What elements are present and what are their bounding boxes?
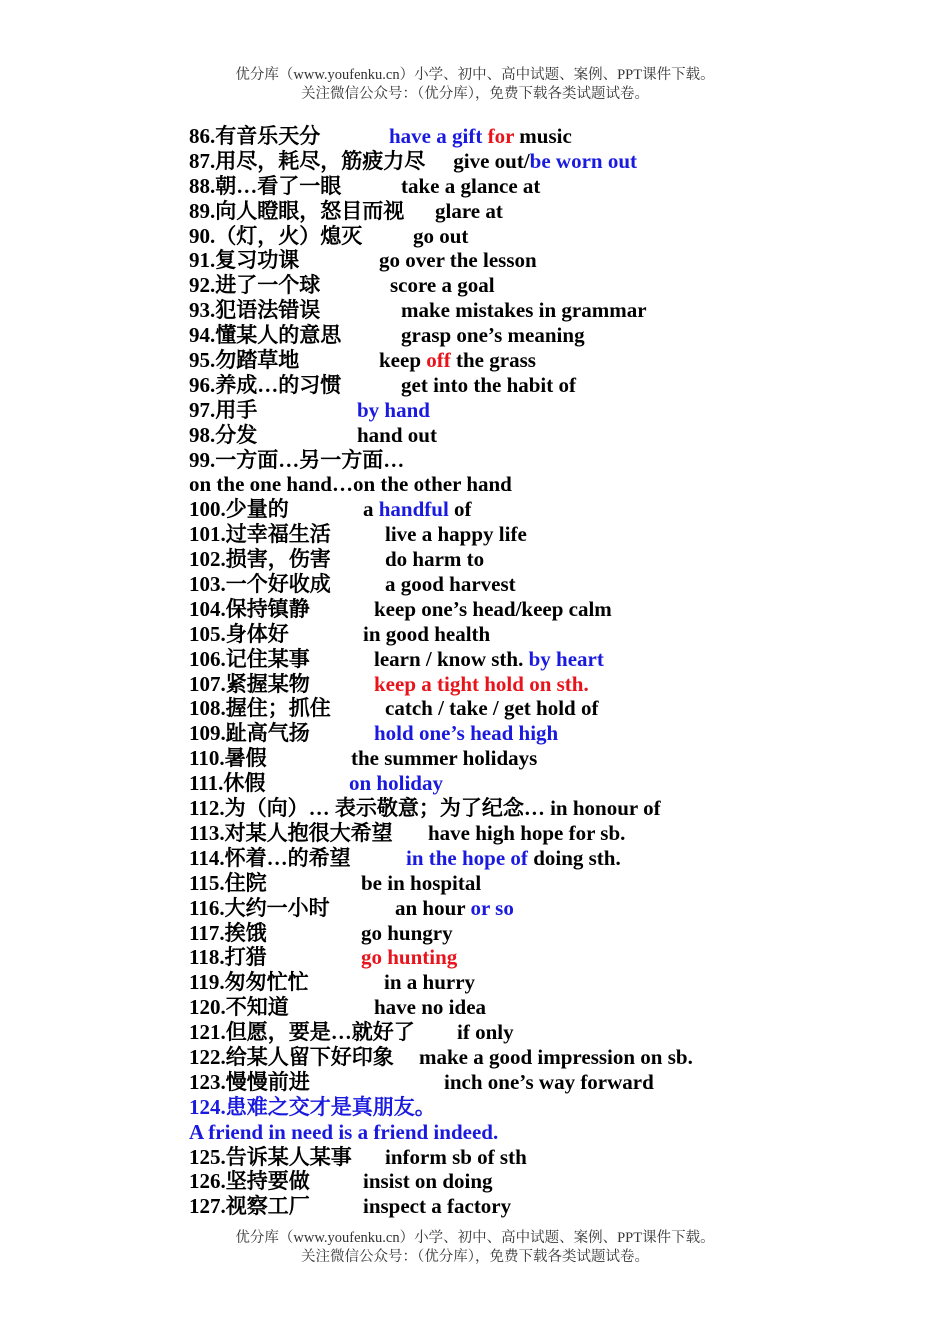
phrase-english	[448, 149, 637, 174]
phrase-chinese: 121.但愿，要是…就好了	[189, 1020, 415, 1045]
phrase-line	[189, 622, 929, 647]
phrase-english-segment: hold one’s head high	[374, 721, 559, 746]
phrase-english	[384, 970, 475, 995]
phrase-chinese: 86.有音乐天分	[189, 124, 321, 148]
phrase-line	[189, 995, 929, 1020]
phrase-chinese: 87.用尽，耗尽，筋疲力尽	[189, 148, 426, 173]
phrase-chinese: 104.保持镇静	[189, 596, 310, 621]
phrase-line	[189, 771, 929, 796]
phrase-english-segment: catch / take / get hold of	[385, 696, 599, 721]
phrase-line	[189, 1095, 929, 1120]
footer-line-1: 优分库（www.youfenku.cn）小学、初中、高中试题、案例、PPT课件下载。	[235, 1230, 715, 1246]
phrase-english-segment: by hand	[357, 397, 430, 422]
phrase-line	[189, 1120, 929, 1145]
phrase-english	[395, 896, 514, 921]
phrase-chinese: 91.复习功课	[189, 248, 300, 273]
phrase-english-segment: a good harvest	[385, 572, 516, 597]
phrase-english	[363, 497, 472, 522]
phrase-chinese: 107.紧握某物	[189, 671, 310, 696]
phrase-chinese: 123.慢慢前进	[189, 1069, 310, 1094]
phrase-chinese: 125.告诉某人某事	[189, 1144, 352, 1169]
phrase-line	[189, 149, 929, 174]
phrase-english-segment: inch one’s way forward	[444, 1069, 654, 1094]
phrase-chinese: 127.视察工厂	[189, 1194, 310, 1219]
phrase-english	[374, 597, 612, 622]
phrase-line	[189, 871, 929, 896]
phrase-chinese: 122.给某人留下好印象	[189, 1044, 394, 1069]
phrase-english	[401, 323, 585, 348]
phrase-chinese: 115.住院	[189, 870, 267, 895]
phrase-english-segment: make mistakes in grammar	[401, 298, 647, 323]
phrase-english-segment: handful	[378, 497, 449, 522]
phrase-english-segment: be in hospital	[361, 870, 482, 895]
phrase-chinese: 103.一个好收成	[189, 572, 331, 597]
phrase-english-segment: the summer holidays	[351, 746, 538, 771]
phrase-english-segment: the grass	[450, 348, 536, 373]
phrase-english	[361, 921, 453, 946]
phrase-line	[189, 373, 929, 398]
phrase-chinese: 108.握住；抓住	[189, 696, 331, 721]
phrase-english-segment: keep	[379, 348, 427, 373]
footer-line-2: 关注微信公众号：（优分库），免费下载各类试题试卷。	[301, 1249, 649, 1265]
phrase-line	[189, 1194, 929, 1219]
phrase-line	[189, 896, 929, 921]
phrase-english-segment: insist on doing	[363, 1169, 493, 1194]
phrase-english	[428, 821, 625, 846]
phrase-english-segment: keep one’s head/keep calm	[374, 596, 612, 621]
phrase-line	[189, 1045, 929, 1070]
phrase-line	[189, 746, 929, 771]
phrase-english	[379, 348, 536, 373]
phrase-english-segment: go hunting	[361, 945, 458, 970]
phrase-chinese: 119.匆匆忙忙	[189, 970, 309, 995]
phrase-line	[189, 199, 929, 224]
phrase-english-segment: grasp one’s meaning	[401, 323, 585, 348]
phrase-chinese: 117.挨饿	[189, 920, 267, 945]
phrase-line	[189, 970, 929, 995]
phrase-line	[189, 298, 929, 323]
phrase-line	[189, 522, 929, 547]
phrase-english-segment: if only	[457, 1020, 514, 1045]
phrase-english	[379, 248, 537, 273]
page-footer	[0, 1229, 950, 1267]
phrase-line	[189, 273, 929, 298]
phrase-line	[189, 248, 929, 273]
phrase-english	[385, 696, 598, 721]
header-line-2: 关注微信公众号：（优分库），免费下载各类试题试卷。	[301, 86, 649, 102]
phrase-english-segment: have a gift	[389, 124, 488, 148]
phrase-line	[189, 921, 929, 946]
phrase-line	[189, 846, 929, 871]
phrase-english-segment: doing sth.	[527, 845, 621, 870]
phrase-english	[363, 622, 490, 647]
phrase-english	[389, 124, 572, 149]
phrase-line	[189, 547, 929, 572]
page-header	[0, 66, 950, 104]
phrase-chinese: 102.损害，伤害	[189, 547, 331, 572]
phrase-line	[189, 472, 929, 497]
phrase-line	[189, 1070, 929, 1095]
phrase-line	[189, 423, 929, 448]
phrase-chinese: 120.不知道	[189, 995, 289, 1020]
phrase-line	[189, 348, 929, 373]
phrase-chinese: 93.犯语法错误	[189, 298, 321, 323]
phrase-english	[349, 771, 443, 796]
phrase-english-segment: or so	[470, 895, 514, 920]
phrase-english	[361, 945, 457, 970]
phrase-english	[351, 746, 537, 771]
phrase-english-segment: on holiday	[349, 771, 443, 796]
phrase-english-segment: in good health	[363, 621, 491, 646]
phrase-english-segment: do harm to	[385, 547, 485, 572]
phrase-line	[189, 174, 929, 199]
phrase-english-segment: be worn out	[529, 148, 638, 173]
phrase-chinese: 101.过幸福生活	[189, 522, 331, 547]
phrase-english	[401, 373, 576, 398]
phrase-line	[189, 696, 929, 721]
phrase-english-segment: an hour	[395, 895, 471, 920]
phrase-english-segment: have no idea	[374, 995, 487, 1020]
phrase-english-segment: take a glance at	[401, 173, 541, 198]
phrase-english	[363, 1169, 493, 1194]
phrase-chinese: 105.身体好	[189, 621, 289, 646]
phrase-chinese: 94.懂某人的意思	[189, 323, 342, 348]
phrase-english	[406, 846, 621, 871]
phrase-english-segment: make a good impression on sb.	[419, 1044, 693, 1069]
phrase-english-segment: learn / know sth.	[374, 646, 529, 671]
phrase-chinese: 96.养成…的习惯	[189, 372, 342, 397]
phrase-line	[189, 323, 929, 348]
phrase-english	[444, 1070, 654, 1095]
phrase-english-segment: get into the habit of	[401, 372, 576, 397]
phrase-english	[374, 721, 558, 746]
phrase-english	[357, 398, 430, 423]
phrase-english-segment: go out	[413, 223, 469, 248]
phrase-english	[374, 672, 589, 697]
phrase-english	[357, 423, 437, 448]
phrase-line	[189, 224, 929, 249]
phrase-chinese: 90.（灯，火）熄灭	[189, 223, 363, 248]
phrase-chinese: A friend in need is a friend indeed.	[189, 1119, 499, 1144]
phrase-chinese: 106.记住某事	[189, 646, 310, 671]
phrase-english-segment: a	[363, 497, 379, 522]
phrase-chinese: 99.一方面…另一方面…	[189, 447, 405, 472]
phrase-english-segment: give out/	[448, 148, 530, 173]
header-line-1: 优分库（www.youfenku.cn）小学、初中、高中试题、案例、PPT课件下载。	[235, 67, 715, 83]
phrase-line	[189, 647, 929, 672]
phrase-english-segment: of	[448, 497, 472, 522]
phrase-chinese: 89.向人瞪眼，怒目而视	[189, 198, 405, 223]
phrase-line	[189, 1169, 929, 1194]
phrase-chinese: 88.朝…看了一眼	[189, 173, 342, 198]
phrase-chinese: 113.对某人抱很大希望	[189, 820, 393, 845]
phrase-english-segment: keep a tight hold on sth.	[374, 671, 589, 696]
phrase-line	[189, 497, 929, 522]
phrase-english-segment: in the hope of	[406, 845, 528, 870]
phrase-english	[374, 995, 486, 1020]
phrase-english	[401, 174, 540, 199]
phrase-chinese: 110.暑假	[189, 746, 267, 771]
phrase-english	[385, 522, 527, 547]
phrase-chinese: 98.分发	[189, 422, 258, 447]
phrase-line	[189, 572, 929, 597]
phrase-line	[189, 945, 929, 970]
phrase-english-segment: in a hurry	[384, 970, 476, 995]
phrase-line	[189, 124, 929, 149]
phrase-chinese: on the one hand…on the other hand	[189, 472, 512, 497]
phrase-english-segment: glare at	[435, 198, 503, 223]
phrase-chinese: 116.大约一小时	[189, 895, 330, 920]
phrase-chinese: 126.坚持要做	[189, 1169, 310, 1194]
phrase-english	[419, 1045, 693, 1070]
phrase-english	[457, 1020, 514, 1045]
phrase-english-segment: off	[426, 348, 451, 373]
phrase-english	[385, 547, 484, 572]
phrase-chinese: 112.为（向）… 表示敬意；为了纪念… in honour of	[189, 796, 661, 821]
phrase-english	[374, 647, 604, 672]
phrase-english-segment: by heart	[528, 646, 604, 671]
phrase-english	[413, 224, 468, 249]
phrase-line	[189, 1020, 929, 1045]
phrase-chinese: 92.进了一个球	[189, 273, 321, 298]
phrase-english-segment: go hungry	[361, 920, 453, 945]
phrase-chinese: 100.少量的	[189, 497, 289, 522]
phrase-english-segment: inspect a factory	[363, 1194, 512, 1219]
phrase-english-segment: music	[514, 124, 572, 148]
phrase-line	[189, 448, 929, 473]
phrase-chinese: 111.休假	[189, 771, 266, 796]
phrase-english-segment: inform sb of sth	[385, 1144, 527, 1169]
phrase-chinese: 109.趾高气扬	[189, 721, 310, 746]
phrase-line	[189, 821, 929, 846]
phrase-english	[385, 1145, 527, 1170]
phrase-english	[361, 871, 481, 896]
phrase-english-segment: for	[487, 124, 515, 148]
phrase-line	[189, 398, 929, 423]
phrase-english-segment: live a happy life	[385, 522, 527, 547]
phrase-english-segment: score a goal	[390, 273, 495, 298]
phrase-english	[435, 199, 503, 224]
phrase-chinese: 95.勿踏草地	[189, 348, 300, 373]
phrase-english	[390, 273, 495, 298]
phrase-english-segment: hand out	[357, 422, 437, 447]
phrase-english	[363, 1194, 511, 1219]
phrase-chinese: 114.怀着…的希望	[189, 845, 351, 870]
phrase-chinese: 97.用手	[189, 397, 258, 422]
phrase-english-segment: go over the lesson	[379, 248, 537, 273]
phrase-line	[189, 721, 929, 746]
phrase-list	[189, 124, 929, 1219]
phrase-chinese: 124.患难之交才是真朋友。	[189, 1094, 436, 1119]
phrase-english	[401, 298, 647, 323]
phrase-line	[189, 1145, 929, 1170]
phrase-english-segment: have high hope for sb.	[428, 820, 626, 845]
phrase-english	[385, 572, 516, 597]
phrase-line	[189, 672, 929, 697]
phrase-line	[189, 597, 929, 622]
phrase-chinese: 118.打猎	[189, 945, 267, 970]
phrase-line	[189, 796, 929, 821]
